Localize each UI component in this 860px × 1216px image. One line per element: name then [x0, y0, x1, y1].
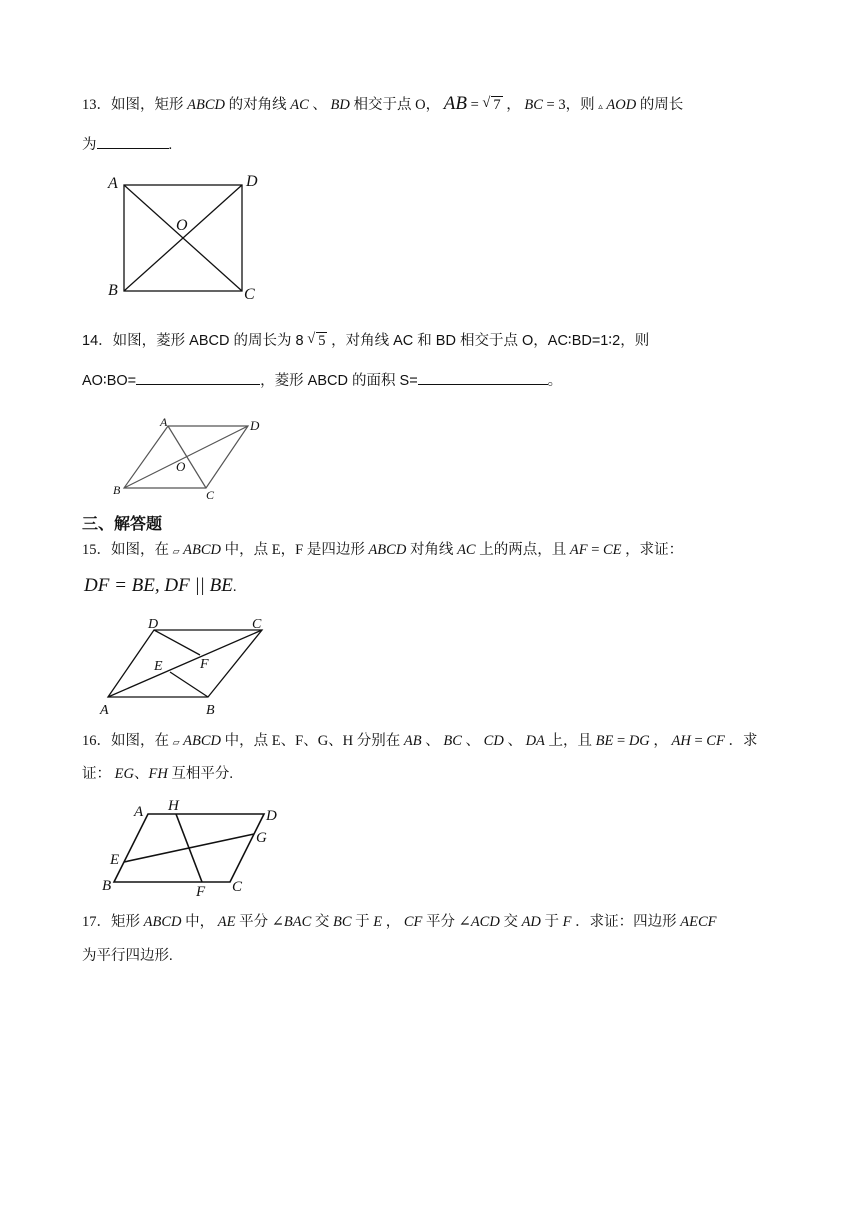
section-heading: 三、解答题: [82, 514, 163, 533]
label-a: A: [100, 703, 109, 718]
q14-line2: [82, 370, 562, 391]
answer-blank[interactable]: [97, 134, 169, 149]
q16-math: FH: [148, 766, 168, 782]
q16-math: =: [617, 733, 626, 749]
segment-df: [154, 630, 200, 655]
q16-text: 、: [465, 733, 481, 749]
q13-math: =: [470, 97, 479, 113]
q16-text: ，: [653, 733, 668, 749]
q13-rectangle-figure: [100, 168, 270, 308]
sqrt-symbol: √ 7: [482, 95, 501, 113]
label-g: G: [256, 830, 267, 846]
q13-math: ABCD: [187, 97, 225, 113]
q13-text: ，: [506, 97, 521, 113]
label-d: D: [148, 617, 159, 632]
q16-line1: [82, 731, 757, 752]
q13-text: 、: [312, 97, 327, 113]
parallelogram-symbol: ▱: [172, 737, 180, 747]
q15-text: 中，点 E，F 是四边形: [224, 542, 365, 558]
q15-math: DF = BE, DF || BE: [84, 575, 233, 596]
q13-text: 为: [82, 137, 97, 153]
q17-math: AD: [521, 914, 541, 930]
label-e: E: [110, 852, 120, 868]
label-d: D: [266, 808, 277, 824]
q17-text: 于: [355, 914, 370, 930]
label-a: A: [108, 175, 118, 192]
q13-math: BC: [524, 97, 543, 113]
label-b: B: [102, 878, 112, 894]
q16-math: BC: [443, 733, 462, 749]
q13-math: AB: [443, 93, 467, 114]
q13-math: BD: [330, 97, 350, 113]
q14-text: 14．如图，菱形 ABCD 的周长为 8: [82, 333, 304, 349]
q13-line1: [82, 94, 683, 116]
q16-math: AH: [671, 733, 691, 749]
q17-text: 17．矩形: [82, 914, 140, 930]
q13-text: = 3，则: [546, 97, 595, 113]
q15-text: 上的两点，且: [479, 542, 567, 558]
label-o: O: [176, 217, 188, 234]
q15-math: ABCD: [368, 542, 407, 558]
label-c: C: [206, 488, 215, 502]
label-c: C: [252, 617, 262, 632]
triangle-symbol: ▵: [598, 101, 603, 111]
q17-line2: [82, 946, 173, 966]
q13-text: 13．如图，矩形: [82, 97, 184, 113]
q16-text: 、: [425, 733, 440, 749]
label-c: C: [232, 879, 243, 895]
q17-text: 交: [314, 914, 330, 930]
label-b: B: [206, 703, 215, 718]
q15-math: AC: [457, 542, 476, 558]
q13-text: 的周长: [639, 97, 684, 113]
q16-math: AB: [403, 733, 422, 749]
q15-text: .: [232, 579, 237, 595]
q13-math: AOD: [606, 97, 637, 113]
q16-text: ．求: [728, 733, 758, 749]
q16-math: BE: [595, 733, 614, 749]
q17-math: AECF: [680, 914, 717, 930]
label-b: B: [108, 282, 118, 299]
q16-text: 、: [133, 766, 149, 782]
q16-math: =: [694, 733, 703, 749]
q15-math: =: [591, 542, 600, 558]
q15-text: 对角线: [409, 542, 454, 558]
label-f: F: [200, 657, 209, 672]
q17-math: ∠ACD: [458, 914, 500, 930]
q17-math: BC: [333, 914, 352, 930]
segment-hf: [176, 814, 202, 882]
q13-text: .: [168, 137, 173, 153]
label-a: A: [160, 415, 168, 429]
q16-parallelogram-figure: [100, 796, 290, 900]
q17-text: 中，: [185, 914, 215, 930]
q17-text: 交: [503, 914, 518, 930]
sqrt-symbol: √ 5: [307, 331, 326, 349]
q15-line2: [84, 576, 236, 597]
q16-math: EG: [114, 766, 134, 782]
q16-math: CD: [483, 733, 504, 749]
q17-line1: [82, 912, 717, 932]
q17-math: F: [562, 914, 572, 930]
q14-text: 。: [547, 373, 563, 389]
label-d: D: [250, 418, 260, 433]
q13-text: 的对角线: [228, 97, 287, 113]
label-h: H: [168, 798, 179, 814]
q14-rhombus-figure: [110, 412, 280, 504]
q16-text: 证：: [82, 766, 111, 782]
label-b: B: [113, 483, 121, 497]
q15-math: CE: [603, 542, 622, 558]
q17-text: ，: [385, 914, 401, 930]
q17-text: 平分: [426, 914, 456, 930]
q16-math: ABCD: [183, 733, 222, 749]
segment-be: [170, 672, 208, 697]
q16-text: 上，且: [548, 733, 593, 749]
q14-line1: [82, 331, 649, 351]
q16-math: CF: [706, 733, 725, 749]
label-f: F: [196, 884, 206, 900]
q16-text: 互相平分.: [171, 766, 234, 782]
q16-line2: [82, 764, 233, 784]
diagonal-bd: [124, 426, 248, 488]
q16-math: DA: [525, 733, 545, 749]
q17-text: 平分: [239, 914, 269, 930]
label-d: D: [246, 173, 258, 190]
q17-math: ABCD: [143, 914, 182, 930]
q15-math: ABCD: [183, 542, 222, 558]
q15-parallelogram-figure: [96, 614, 286, 720]
q17-text: 于: [544, 914, 560, 930]
q14-text: ，菱形 ABCD 的面积 S=: [260, 373, 418, 389]
q13-text: 相交于点 O，: [353, 97, 441, 113]
answer-blank[interactable]: [136, 370, 260, 385]
q16-math: DG: [628, 733, 650, 749]
q15-text: 15．如图，在: [82, 542, 169, 558]
q15-text: ，求证：: [625, 542, 684, 558]
q16-text: 16．如图，在: [82, 733, 169, 749]
label-c: C: [244, 286, 255, 303]
answer-blank[interactable]: [418, 370, 548, 385]
q15-line1: [82, 540, 683, 561]
q17-text: ．求证：四边形: [575, 914, 677, 930]
label-e: E: [154, 659, 163, 674]
q17-text: 为平行四边形.: [82, 948, 173, 964]
label-a: A: [134, 804, 144, 820]
q17-math: CF: [403, 914, 423, 930]
q17-math: ∠BAC: [271, 914, 312, 930]
q16-text: 、: [507, 733, 522, 749]
q17-math: E: [373, 914, 383, 930]
q16-text: 中，点 E、F、G、H 分别在: [224, 733, 401, 749]
q13-line2: [82, 134, 172, 155]
q14-text: ，对角线 AC 和 BD 相交于点 O，AC∶BD=1∶2，则: [331, 333, 650, 349]
parallelogram-symbol: ▱: [172, 546, 180, 556]
label-o: O: [176, 459, 186, 474]
q13-math: AC: [290, 97, 309, 113]
q15-math: AF: [569, 542, 588, 558]
q17-math: AE: [217, 914, 236, 930]
q14-text: AO∶BO=: [82, 373, 137, 389]
